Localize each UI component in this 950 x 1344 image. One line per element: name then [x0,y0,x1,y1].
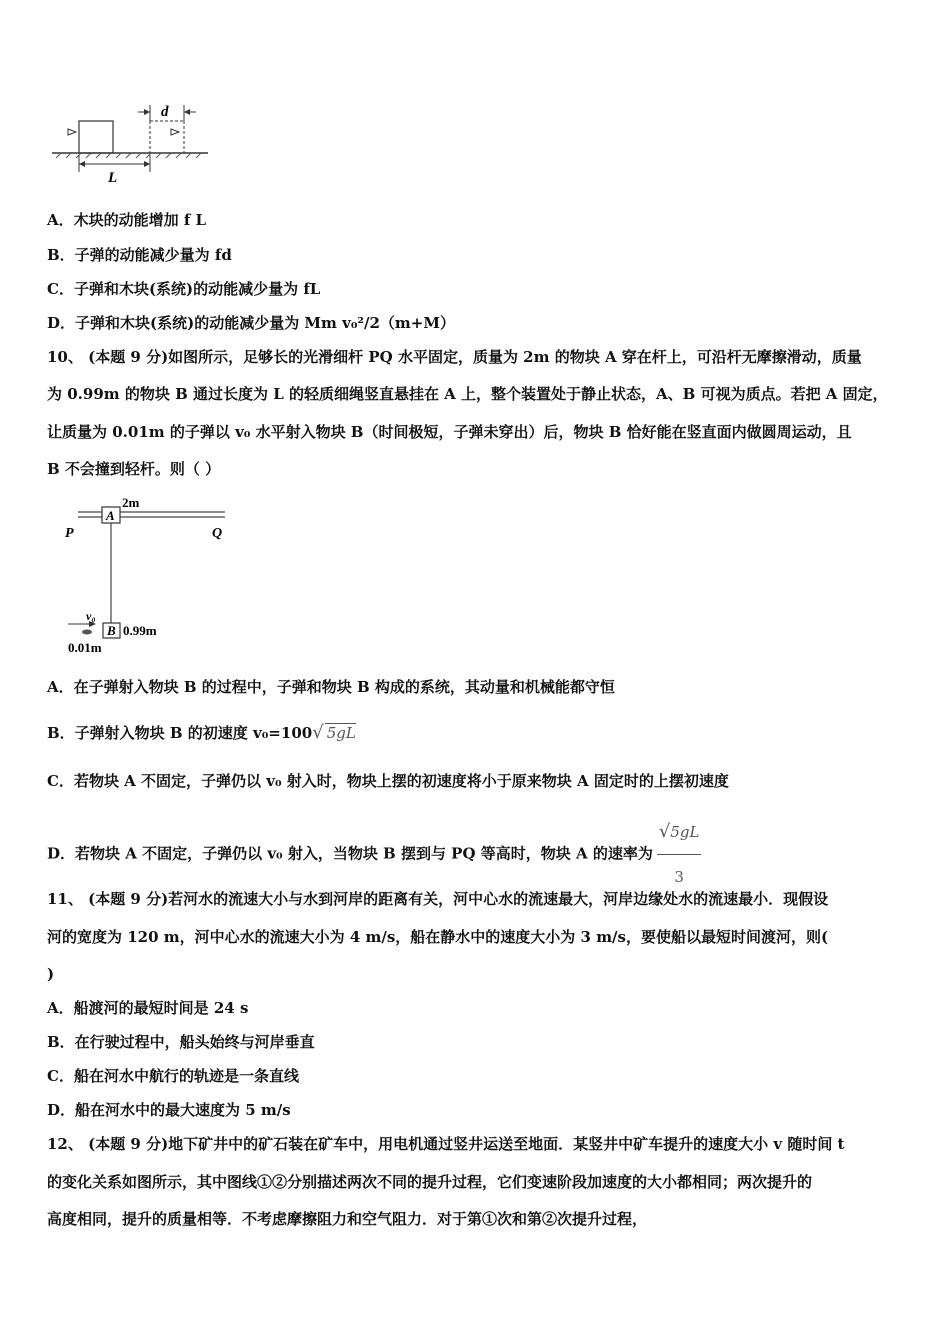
q12-line-1: 12、 (本题 9 分)地下矿井中的矿石装在矿车中，用电机通过竖井运送至地面．某竖井中矿车提升的速度大小 v 随时间 t [47,1135,845,1153]
figure-rod-pendulum [60,492,250,660]
q10-line-4: B 不会撞到轻杆。则（ ） [47,460,221,478]
q10-option-d [47,810,701,899]
q10-option-d-text: D．若物块 A 不固定，子弹仍以 v₀ 射入，当物块 B 摆到与 PQ 等高时，物块 A 的速率为 [47,844,653,863]
fig2-mass-A: 2m [122,495,140,510]
fig1-label-L: L [108,170,118,186]
q9-option-c: C．子弹和木块(系统)的动能减少量为 fL [47,280,321,298]
q9-option-a: A．木块的动能增加 f L [47,211,207,229]
q9-option-b: B．子弹的动能减少量为 fd [47,246,232,264]
q10-option-c: C．若物块 A 不固定，子弹仍以 v₀ 射入时，物块上摆的初速度将小于原来物块 A 固定时的上摆初速度 [47,772,729,790]
fig2-label-P: P [65,526,74,541]
q11-option-b: B．在行驶过程中，船头始终与河岸垂直 [47,1033,315,1051]
q11-option-c: C．船在河水中航行的轨迹是一条直线 [47,1067,299,1085]
q9-option-d: D．子弹和木块(系统)的动能减少量为 Mm v₀²/2（m+M） [47,314,455,332]
fig2-label-Q: Q [212,526,223,541]
fig2-label-A: A [106,508,115,523]
q11-line-3: ) [47,965,55,983]
q11-option-d: D．船在河水中的最大速度为 5 m/s [47,1101,291,1119]
q10-option-b: B．子弹射入物块 B 的初速度 v₀=100√ 5gL [47,722,356,743]
fig1-label-d: d [161,104,169,120]
fig2-mass-bullet: 0.01m [68,640,102,655]
q10-line-3: 让质量为 0.01m 的子弹以 v₀ 水平射入物块 B（时间极短，子弹未穿出）后，物块 B 恰好能在竖直面内做圆周运动，且 [47,423,852,441]
q12-line-3: 高度相同，提升的质量相等．不考虑摩擦阻力和空气阻力．对于第①次和第②次提升过程， [47,1210,648,1228]
q10-option-d-num: 5gL [670,823,700,841]
q10-line-1: 10、 (本题 9 分)如图所示，足够长的光滑细杆 PQ 水平固定，质量为 2m 的物块 A 穿在杆上，可沿杆无摩擦滑动，质量 [47,348,862,366]
q10-option-b-text: B．子弹射入物块 B 的初速度 v₀=100 [47,724,313,742]
q11-line-2: 河的宽度为 120 m，河中心水的流速大小为 4 m/s，船在静水中的速度大小为 3 m/s，要使船以最短时间渡河，则( [47,928,829,946]
fig2-mass-B: 0.99m [123,623,157,638]
q10-line-2: 为 0.99m 的物块 B 通过长度为 L 的轻质细绳竖直悬挂在 A 上，整个装置处于静止状态，A、B 可视为质点。若把 A 固定， [47,385,888,403]
q12-line-2: 的变化关系如图所示，其中图线①②分别描述两次不同的提升过程，它们变速阶段加速度的大小都相同；两次提升的 [47,1173,813,1191]
q10-option-b-sqrt: 5gL [326,724,356,742]
q11-option-a: A．船渡河的最短时间是 24 s [47,999,249,1017]
fig2-label-B: B [107,623,116,638]
q10-option-d-fraction: $\frac{√5gL}{3}$ [657,810,702,899]
q11-line-1: 11、 (本题 9 分)若河水的流速大小与水到河岸的距离有关，河中心水的流速最大，河岸边缘处水的流速最小．现假设 [47,890,829,908]
q10-option-a: A．在子弹射入物块 B 的过程中，子弹和物块 B 构成的系统，其动量和机械能都守恒 [47,678,615,696]
figure-bullet-block [48,100,218,190]
fig2-label-v0: v₀ [86,609,96,623]
q10-option-d-den: 3 [674,868,684,886]
